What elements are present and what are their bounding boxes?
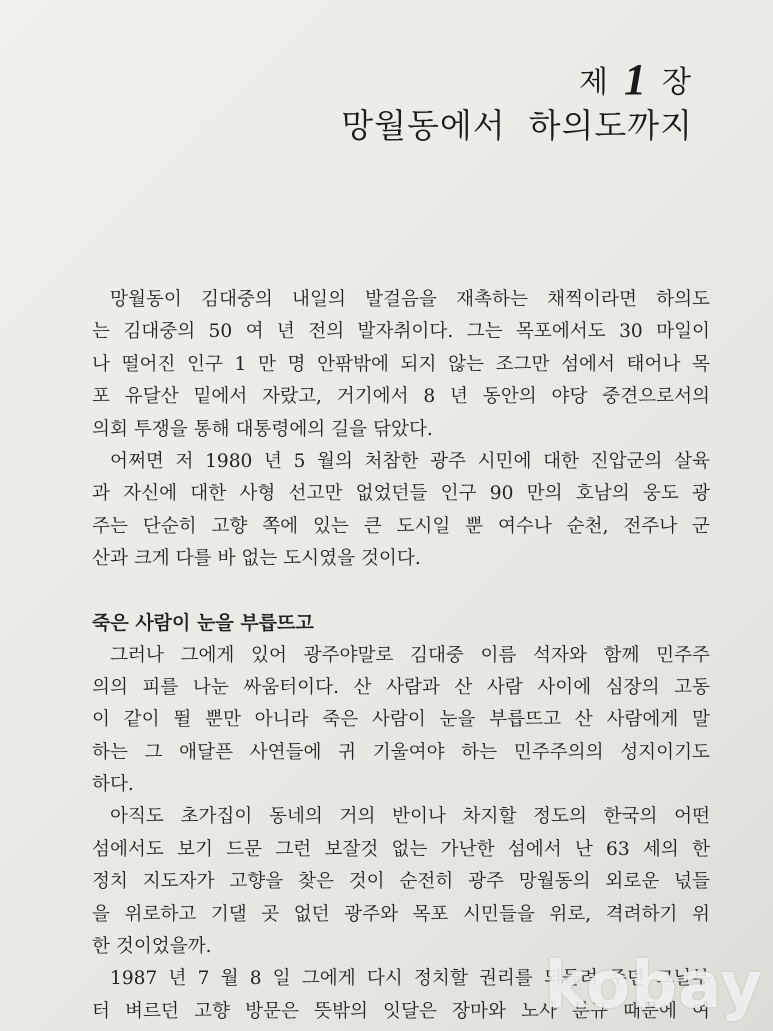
text-line: 한 것이었을까. [92, 936, 212, 958]
paragraph [92, 446, 710, 576]
paragraph [92, 640, 710, 802]
chapter-label-prefix: 제 [579, 65, 611, 100]
paragraph [92, 284, 710, 446]
text-line: 1987 년 7 월 8 일 그에게 다시 정치할 권리를 되돌려 주던 그날부 [110, 968, 710, 990]
body-text [92, 284, 710, 1028]
text-line: 망월동이 김대중의 내일의 발걸음을 재촉하는 채찍이라면 하의도 [110, 289, 710, 310]
chapter-label-suffix: 장 [662, 65, 693, 100]
paragraph [92, 801, 710, 963]
text-line: 하다. [92, 774, 134, 796]
text-line: 섬에서도 보기 드문 그런 보잘것 없는 가난한 섬에서 난 63 세의 한 [92, 838, 710, 860]
text-line: 과 자신에 대한 사형 선고만 없었던들 인구 90 만의 호남의 웅도 광 [92, 483, 710, 505]
text-line: 을 위로하고 기댈 곳 없던 광주와 목포 시민들을 위로, 격려하기 위 [92, 903, 710, 925]
text-line: 산과 크게 다를 바 없는 도시였을 것이다. [92, 548, 421, 570]
text-line: 는 김대중의 50 여 년 전의 발자취이다. 그는 목포에서도 30 마일이 [92, 321, 710, 343]
text-line: 의의 피를 나눈 싸움터이다. 산 사람과 산 사람 사이에 심장의 고동 [92, 676, 710, 698]
watermark-logo: kobay [544, 949, 763, 1023]
text-line: 이 같이 뛸 뿐만 아니라 죽은 사람이 눈을 부릅뜨고 산 사람에게 말 [92, 709, 710, 731]
chapter-title: 망월동에서 하의도까지 [341, 106, 693, 145]
text-line: 터 벼르던 고향 방문은 뜻밖의 잇달은 장마와 노사 분규 때문에 여 [92, 1000, 710, 1022]
chapter-label [579, 52, 693, 103]
text-line: 포 유달산 밑에서 자랐고, 거기에서 8 년 동안의 야당 중견으로서의 [92, 386, 710, 408]
chapter-number: 1 [624, 55, 649, 104]
section-heading: 죽은 사람이 눈을 부릅뜨고 [92, 611, 314, 634]
text-line: 아직도 초가집이 동네의 거의 반이나 차지할 정도의 한국의 어떤 [110, 806, 710, 828]
text-line: 의회 투쟁을 통해 대통령에의 길을 닦았다. [92, 418, 433, 440]
text-line: 나 떨어진 인구 1 만 명 안팎밖에 되지 않는 조그만 섬에서 태어나 목 [92, 353, 710, 375]
text-line: 하는 그 애달픈 사연들에 귀 기울여야 하는 민주주의의 성지이기도 [92, 741, 710, 763]
text-line: 그러나 그에게 있어 광주야말로 김대중 이름 석자와 함께 민주주 [110, 644, 710, 666]
text-line: 주는 단순히 고향 쪽에 있는 큰 도시일 뿐 여수나 순천, 전주나 군 [92, 515, 710, 537]
text-line: 정치 지도자가 고향을 찾은 것이 순전히 광주 망월동의 외로운 넋들 [92, 871, 710, 893]
text-line: 어쩌면 저 1980 년 5 월의 처참한 광주 시민에 대한 진압군의 살육 [110, 450, 710, 472]
